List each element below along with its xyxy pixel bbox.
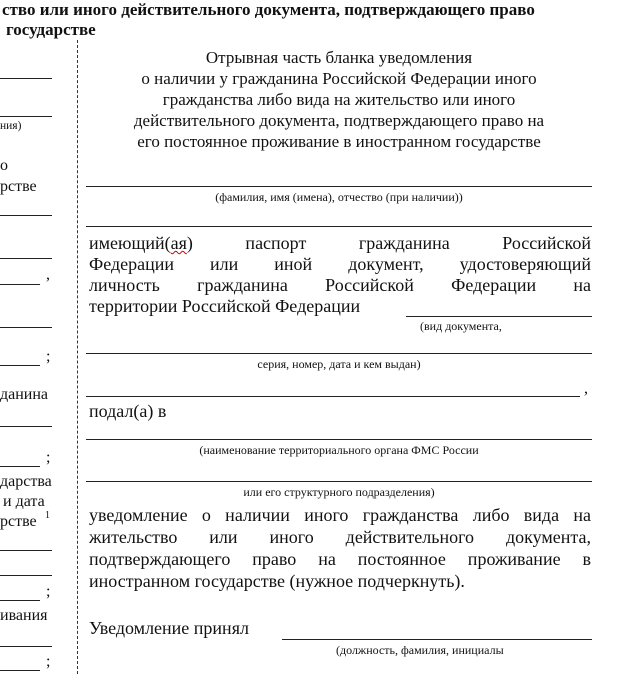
fio-field-line-2[interactable] <box>86 226 592 227</box>
fms-field-line[interactable] <box>86 439 592 440</box>
left-line <box>0 646 52 647</box>
left-fragment: и дата <box>3 493 45 510</box>
spellcheck-word: ая <box>170 233 187 253</box>
text-part: ) паспорт гражданина Российской <box>186 233 591 253</box>
notice-line-2: жительство или иного действительного документа, <box>89 527 591 547</box>
caption-position: (должность, фамилия, инициалы <box>336 643 504 657</box>
trailing-comma: , <box>584 380 588 397</box>
passport-line-1 <box>89 233 591 254</box>
left-fragment: данина <box>0 386 49 403</box>
left-fragment: ; <box>46 449 51 466</box>
title-line: его постоянное проживание в иностранном государстве <box>137 132 541 151</box>
fio-field-line[interactable] <box>86 186 592 187</box>
caption-series: серия, номер, дата и кем выдан) <box>257 357 421 371</box>
left-fragment: дарства <box>0 473 52 490</box>
header-line-2: государстве <box>6 20 96 39</box>
doc-details-field-line-2[interactable] <box>86 396 580 397</box>
notice-line-1: уведомление о наличии иного гражданства либо вида на <box>89 505 591 525</box>
left-line <box>0 284 40 285</box>
left-line <box>0 575 52 576</box>
left-fragment: ния) <box>0 120 22 132</box>
submitted-label: подал(а) в <box>89 401 167 421</box>
passport-line-2: Федерации или иной документ, удостоверяющий <box>89 254 591 274</box>
division-field-line[interactable] <box>86 481 592 482</box>
left-line <box>0 550 52 551</box>
left-line <box>0 600 40 601</box>
notice-line-4: иностранном государстве (нужное подчеркнуть). <box>89 571 465 591</box>
caption-doc-type: (вид документа, <box>420 319 502 333</box>
caption-division: или его структурного подразделения) <box>243 485 435 499</box>
left-fragment: , <box>46 266 50 283</box>
header-line-1: ство или иного действительного документа, подтверждающего право <box>2 0 535 19</box>
doc-type-field-line[interactable] <box>406 316 592 317</box>
left-line <box>0 215 52 216</box>
passport-line-4: территории Российской Федерации <box>89 296 361 316</box>
title-line: Отрывная часть бланка уведомления <box>205 48 473 67</box>
left-line <box>0 365 40 366</box>
tear-line <box>77 40 78 674</box>
doc-details-field-line[interactable] <box>86 353 592 354</box>
title-line: действительного документа, подтверждающего право на <box>133 111 545 130</box>
form-title <box>86 47 592 152</box>
caption-fio: (фамилия, имя (имена), отчество (при наличии)) <box>215 190 463 204</box>
notice-line-3: подтверждающего право на постоянное проживание в <box>89 549 591 569</box>
left-line <box>0 78 52 79</box>
left-fragment: о <box>0 157 8 174</box>
left-fragment: ; <box>46 348 51 365</box>
caption-fms: (наименование территориального органа ФМС России <box>199 443 479 457</box>
footnote-mark: 1 <box>45 510 50 521</box>
notice-paragraph <box>89 504 591 592</box>
left-fragment: ; <box>46 653 51 670</box>
left-line <box>0 116 52 117</box>
text-part: имеющий( <box>89 233 171 253</box>
left-line <box>0 327 52 328</box>
left-fragment: ивания <box>0 607 48 624</box>
left-line <box>0 258 52 259</box>
accepted-label: Уведомление принял <box>89 618 249 638</box>
title-line: гражданства либо вида на жительство или иного <box>162 90 516 109</box>
accepted-field-line[interactable] <box>282 639 592 640</box>
left-line <box>0 670 40 671</box>
left-line <box>0 426 52 427</box>
passport-paragraph <box>89 233 591 317</box>
title-line: о наличии у гражданина Российской Федерации иного <box>141 69 537 88</box>
left-line <box>0 466 40 467</box>
left-fragment: рстве <box>0 178 37 195</box>
passport-line-3: личность гражданина Российской Федерации на <box>89 275 591 295</box>
left-fragment: рстве <box>0 513 37 530</box>
left-fragment: ; <box>46 583 51 600</box>
